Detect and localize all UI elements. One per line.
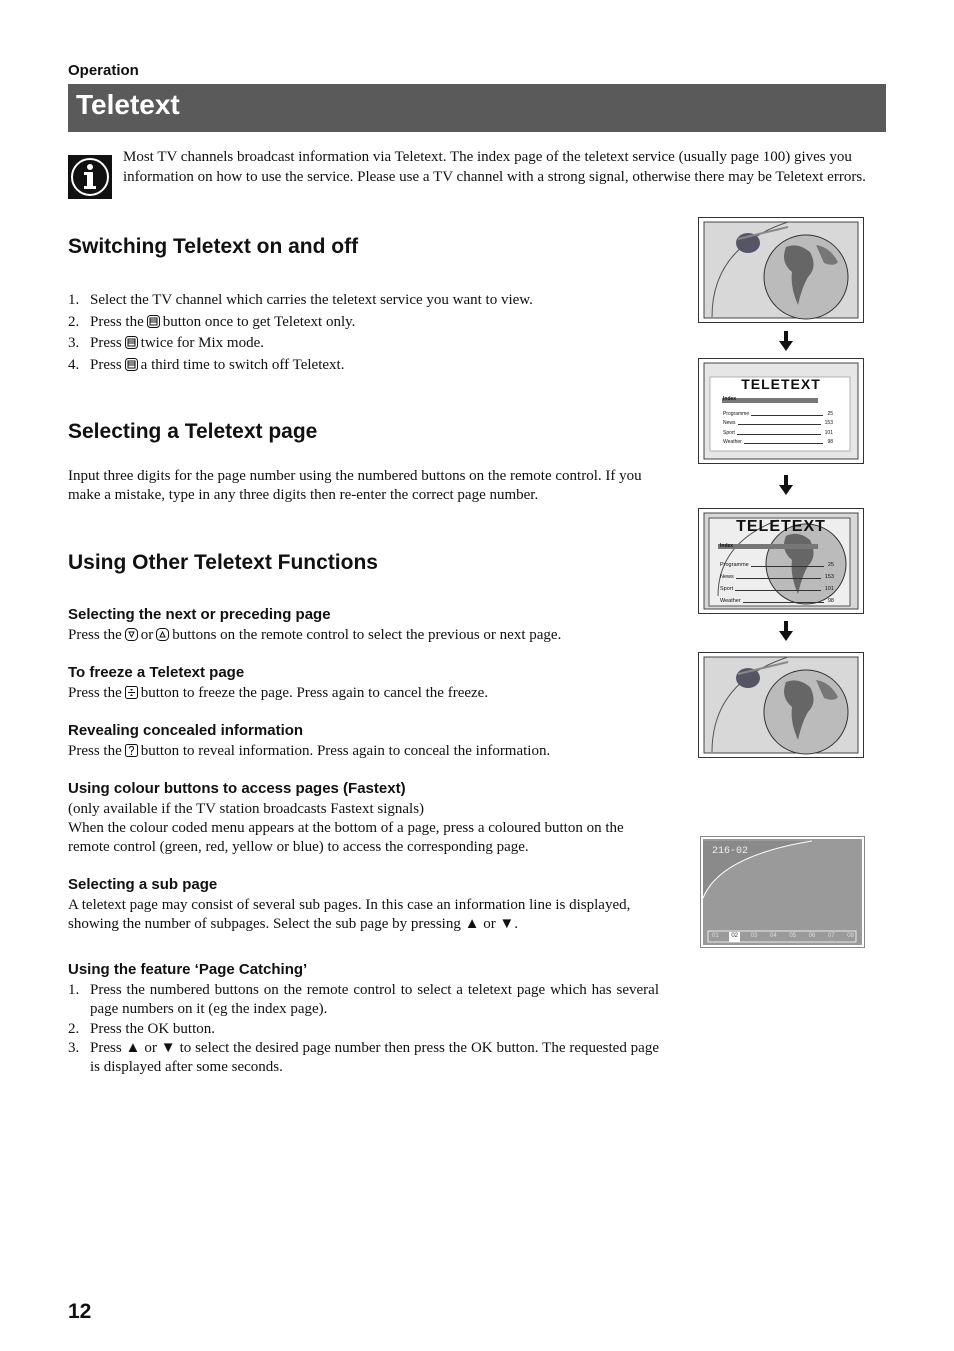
teletext-row-label: News [723, 420, 736, 426]
list-item: 3. Press twice for Mix mode. [68, 335, 264, 351]
selecting-heading: Selecting a Teletext page [68, 420, 318, 443]
other-heading: Using Other Teletext Functions [68, 551, 378, 574]
page-up-button-icon [156, 628, 169, 641]
reveal-heading: Revealing concealed information [68, 722, 304, 739]
switching-steps [68, 290, 668, 376]
teletext-mix-title: TELETEXT [736, 518, 826, 535]
subpage-number: 01 [712, 933, 719, 939]
teletext-row-page: 101 [824, 586, 834, 592]
tv-picture-screen [698, 217, 864, 323]
teletext-row-label: Programme [720, 562, 749, 568]
teletext-mix-screen [698, 508, 864, 614]
teletext-row-page: 98 [827, 439, 833, 445]
page-down-button-icon [125, 628, 138, 641]
list-item: 1. Press the numbered buttons on the remote control to select a teletext page which has several page numbers on it (eg the index page). [68, 982, 659, 1018]
down-arrow-icon [779, 621, 793, 641]
teletext-row-label: News [720, 574, 734, 580]
info-icon [68, 155, 112, 199]
teletext-row-label: Programme [723, 410, 750, 417]
teletext-row-page: 98 [827, 598, 834, 604]
teletext-row-label: Weather [720, 598, 741, 604]
teletext-index-row [723, 407, 833, 417]
fastext-text: When the colour coded menu appears at the bottom of a page, press a coloured button on the remote control (green, red, yellow or blue) to access the corresponding page. [68, 820, 624, 856]
subpage-text: A teletext page may consist of several sub pages. In this case an information line is displayed, showing the number of subpages. Select the sub page by pressing ▲ or ▼. [68, 897, 631, 933]
subpage-number: 05 [789, 933, 796, 939]
subpage-number: 03 [750, 933, 758, 939]
down-arrow-icon [779, 475, 793, 495]
subpage-number: 02 [729, 932, 740, 942]
teletext-index-row [723, 417, 833, 427]
intro-text: Most TV channels broadcast information via Teletext. The index page of the teletext service (usually page 100) gives you information on how to use the service. Please use a TV channel with a strong signal, otherwise there may be Teletext errors. [123, 149, 866, 185]
next-prev-text: Press the or buttons on the remote control to select the previous or next page. [68, 627, 562, 643]
fastext-note: (only available if the TV station broadcasts Fastext signals) [68, 801, 425, 817]
subpage-heading: Selecting a sub page [68, 876, 218, 893]
teletext-button-icon [147, 315, 160, 328]
teletext-button-icon [125, 358, 138, 371]
freeze-heading: To freeze a Teletext page [68, 664, 245, 681]
selecting-text: Input three digits for the page number using the numbered buttons on the remote control. If you make a mistake, type in any three digits then re-enter the correct page number. [68, 468, 642, 504]
teletext-row-page: 101 [824, 429, 833, 436]
reveal-text: Press the button to reveal information. Press again to conceal the information. [68, 743, 551, 759]
list-item: 2. Press the OK button. [68, 1020, 215, 1037]
teletext-index-label: Index [723, 396, 737, 402]
teletext-index-row [720, 592, 834, 604]
teletext-index-row [723, 436, 833, 446]
teletext-row-label: Sport [720, 586, 734, 592]
teletext-index-row [720, 556, 834, 568]
catching-heading: Using the feature ‘Page Catching’ [68, 961, 308, 978]
fastext-heading: Using colour buttons to access pages (Fastext) [68, 780, 406, 797]
freeze-text: Press the button to freeze the page. Press again to cancel the freeze. [68, 685, 489, 701]
teletext-index-row [720, 568, 834, 580]
catching-steps [68, 981, 659, 1077]
subpage-number: 06 [808, 933, 816, 939]
switching-heading: Switching Teletext on and off [68, 235, 359, 258]
teletext-row-label: Sport [723, 429, 735, 436]
list-item: 3. Press ▲ or ▼ to select the desired page number then press the OK button. The requested page is displayed after some seconds. [68, 1039, 659, 1076]
teletext-title: TELETEXT [741, 376, 821, 392]
subpage-screen [700, 836, 865, 948]
subpage-number: 04 [769, 933, 777, 939]
teletext-index-row [723, 426, 833, 436]
teletext-index-rows [723, 407, 833, 445]
teletext-row-page: 25 [827, 410, 833, 417]
teletext-button-icon [125, 336, 138, 349]
subpage-page-id: 216-02 [712, 846, 749, 857]
list-item: 2. Press the button once to get Teletext only. [68, 313, 356, 330]
list-item: 1. Select the TV channel which carries the teletext service you want to view. [68, 292, 533, 308]
teletext-row-page: 25 [827, 562, 834, 568]
tv-picture-screen-off [698, 652, 864, 758]
reveal-button-icon [125, 744, 138, 757]
teletext-mix-index-label: Index [720, 543, 734, 549]
subpage-info-line [710, 932, 856, 942]
list-item: 4. Press a third time to switch off Teletext. [68, 356, 345, 373]
freeze-button-icon [125, 686, 138, 699]
page-number: 12 [68, 1300, 92, 1323]
down-arrow-icon [779, 331, 793, 351]
subpage-number: 08 [847, 933, 854, 939]
page-title: Teletext [76, 89, 180, 120]
title-bar [68, 84, 886, 132]
subpage-number: 07 [827, 933, 835, 939]
teletext-row-page: 153 [824, 574, 834, 580]
section-label: Operation [68, 62, 139, 79]
next-prev-heading: Selecting the next or preceding page [68, 606, 331, 623]
teletext-mix-rows [720, 556, 834, 604]
teletext-row-page: 153 [824, 420, 833, 426]
teletext-row-label: Weather [723, 439, 742, 445]
teletext-index-screen [698, 358, 864, 464]
teletext-index-row [720, 580, 834, 592]
